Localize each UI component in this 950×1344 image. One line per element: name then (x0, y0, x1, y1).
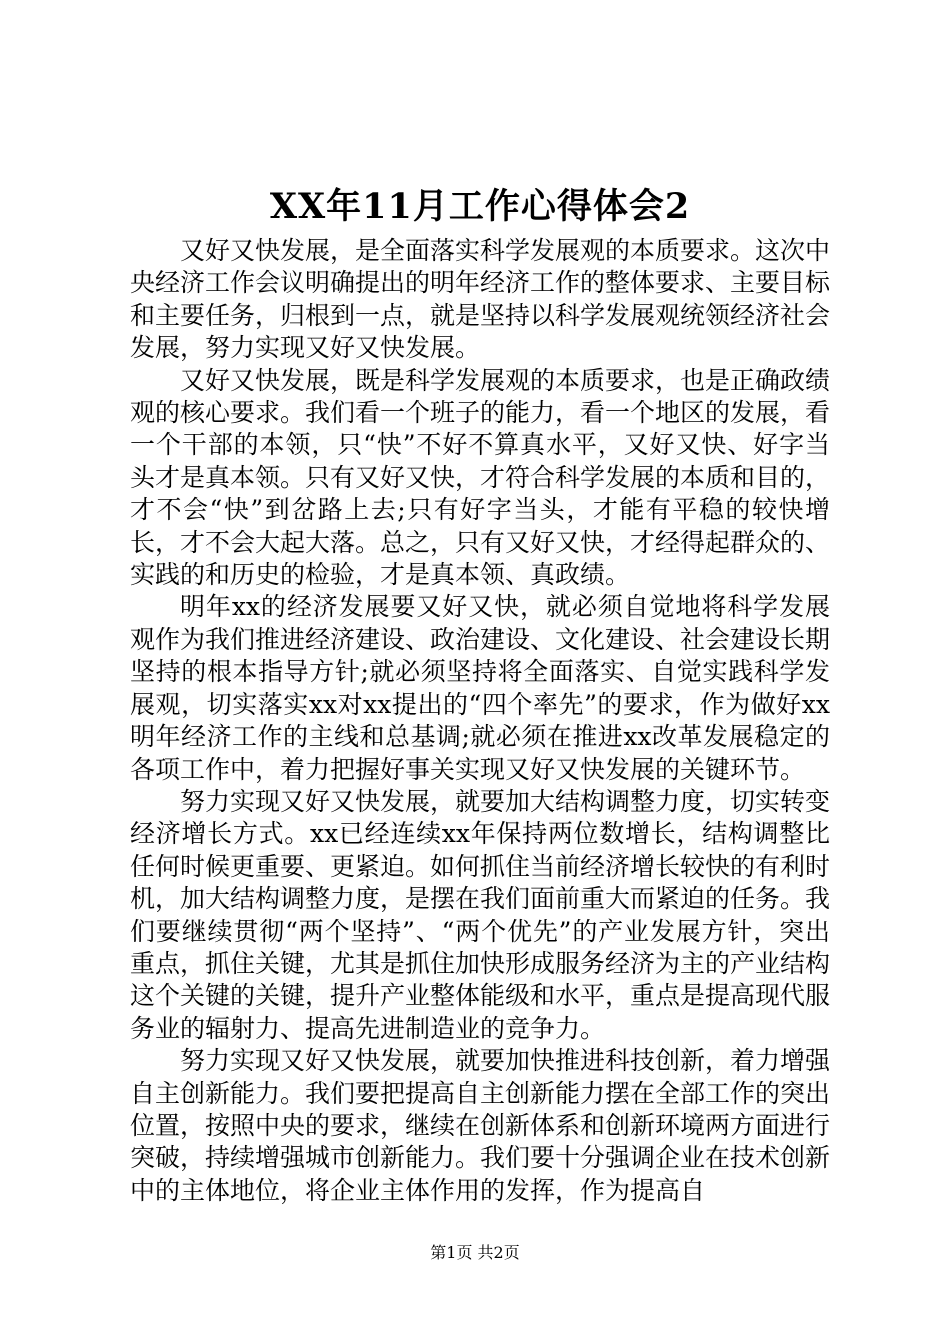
paragraph-5: 努力实现又好又快发展，就要加快推进科技创新，着力增强自主创新能力。我们要把提高自主创新能力摆在全部工作的突出位置，按照中央的要求，继续在创新体系和创新环境两方面进行突破，持续增强城市创新能力。我们要十分强调企业在技术创新中的主体地位，将企业主体作用的发挥，作为提高自 (130, 1046, 831, 1205)
paragraph-4: 努力实现又好又快发展，就要加大结构调整力度，切实转变经济增长方式。xx已经连续xx年保持两位数增长，结构调整比任何时候更重要、更紧迫。如何抓住当前经济增长较快的有利时机，加大结构调整力度，是摆在我们面前重大而紧迫的任务。我们要继续贯彻“两个坚持”、“两个优先”的产业发展方针，突出重点，抓住关键，尤其是抓住加快形成服务经济为主的产业结构这个关键的关键，提升产业整体能级和水平，重点是提高现代服务业的辐射力、提高先进制造业的竞争力。 (130, 786, 831, 1043)
document-body (130, 235, 830, 1207)
page-number-footer: 第1页 共2页 (430, 1243, 520, 1262)
paragraph-1: 又好又快发展，是全面落实科学发展观的本质要求。这次中央经济工作会议明确提出的明年经济工作的整体要求、主要目标和主要任务，归根到一点，就是坚持以科学发展观统领经济社会发展，努力实现又好又快发展。 (130, 236, 831, 363)
document-title: XX年11月工作心得体会2 (269, 186, 691, 227)
paragraph-3: 明年xx的经济发展要又好又快，就必须自觉地将科学发展观作为我们推进经济建设、政治建设、文化建设、社会建设长期坚持的根本指导方针;就必须坚持将全面落实、自觉实践科学发展观，切实落实xx对xx提出的“四个率先”的要求，作为做好xx明年经济工作的主线和总基调;就必须在推进xx改革发展稳定的各项工作中，着力把握好事关实现又好又快发展的关键环节。 (130, 592, 831, 784)
paragraph-2: 又好又快发展，既是科学发展观的本质要求，也是正确政绩观的核心要求。我们看一个班子的能力，看一个地区的发展，看一个干部的本领，只“快”不好不算真水平，又好又快、好字当头才是真本领。只有又好又快，才符合科学发展的本质和目的，才不会“快”到岔路上去;只有好字当头，才能有平稳的较快增长，才不会大起大落。总之，只有又好又快，才经得起群众的、实践的和历史的检验，才是真本领、真政绩。 (130, 365, 831, 590)
